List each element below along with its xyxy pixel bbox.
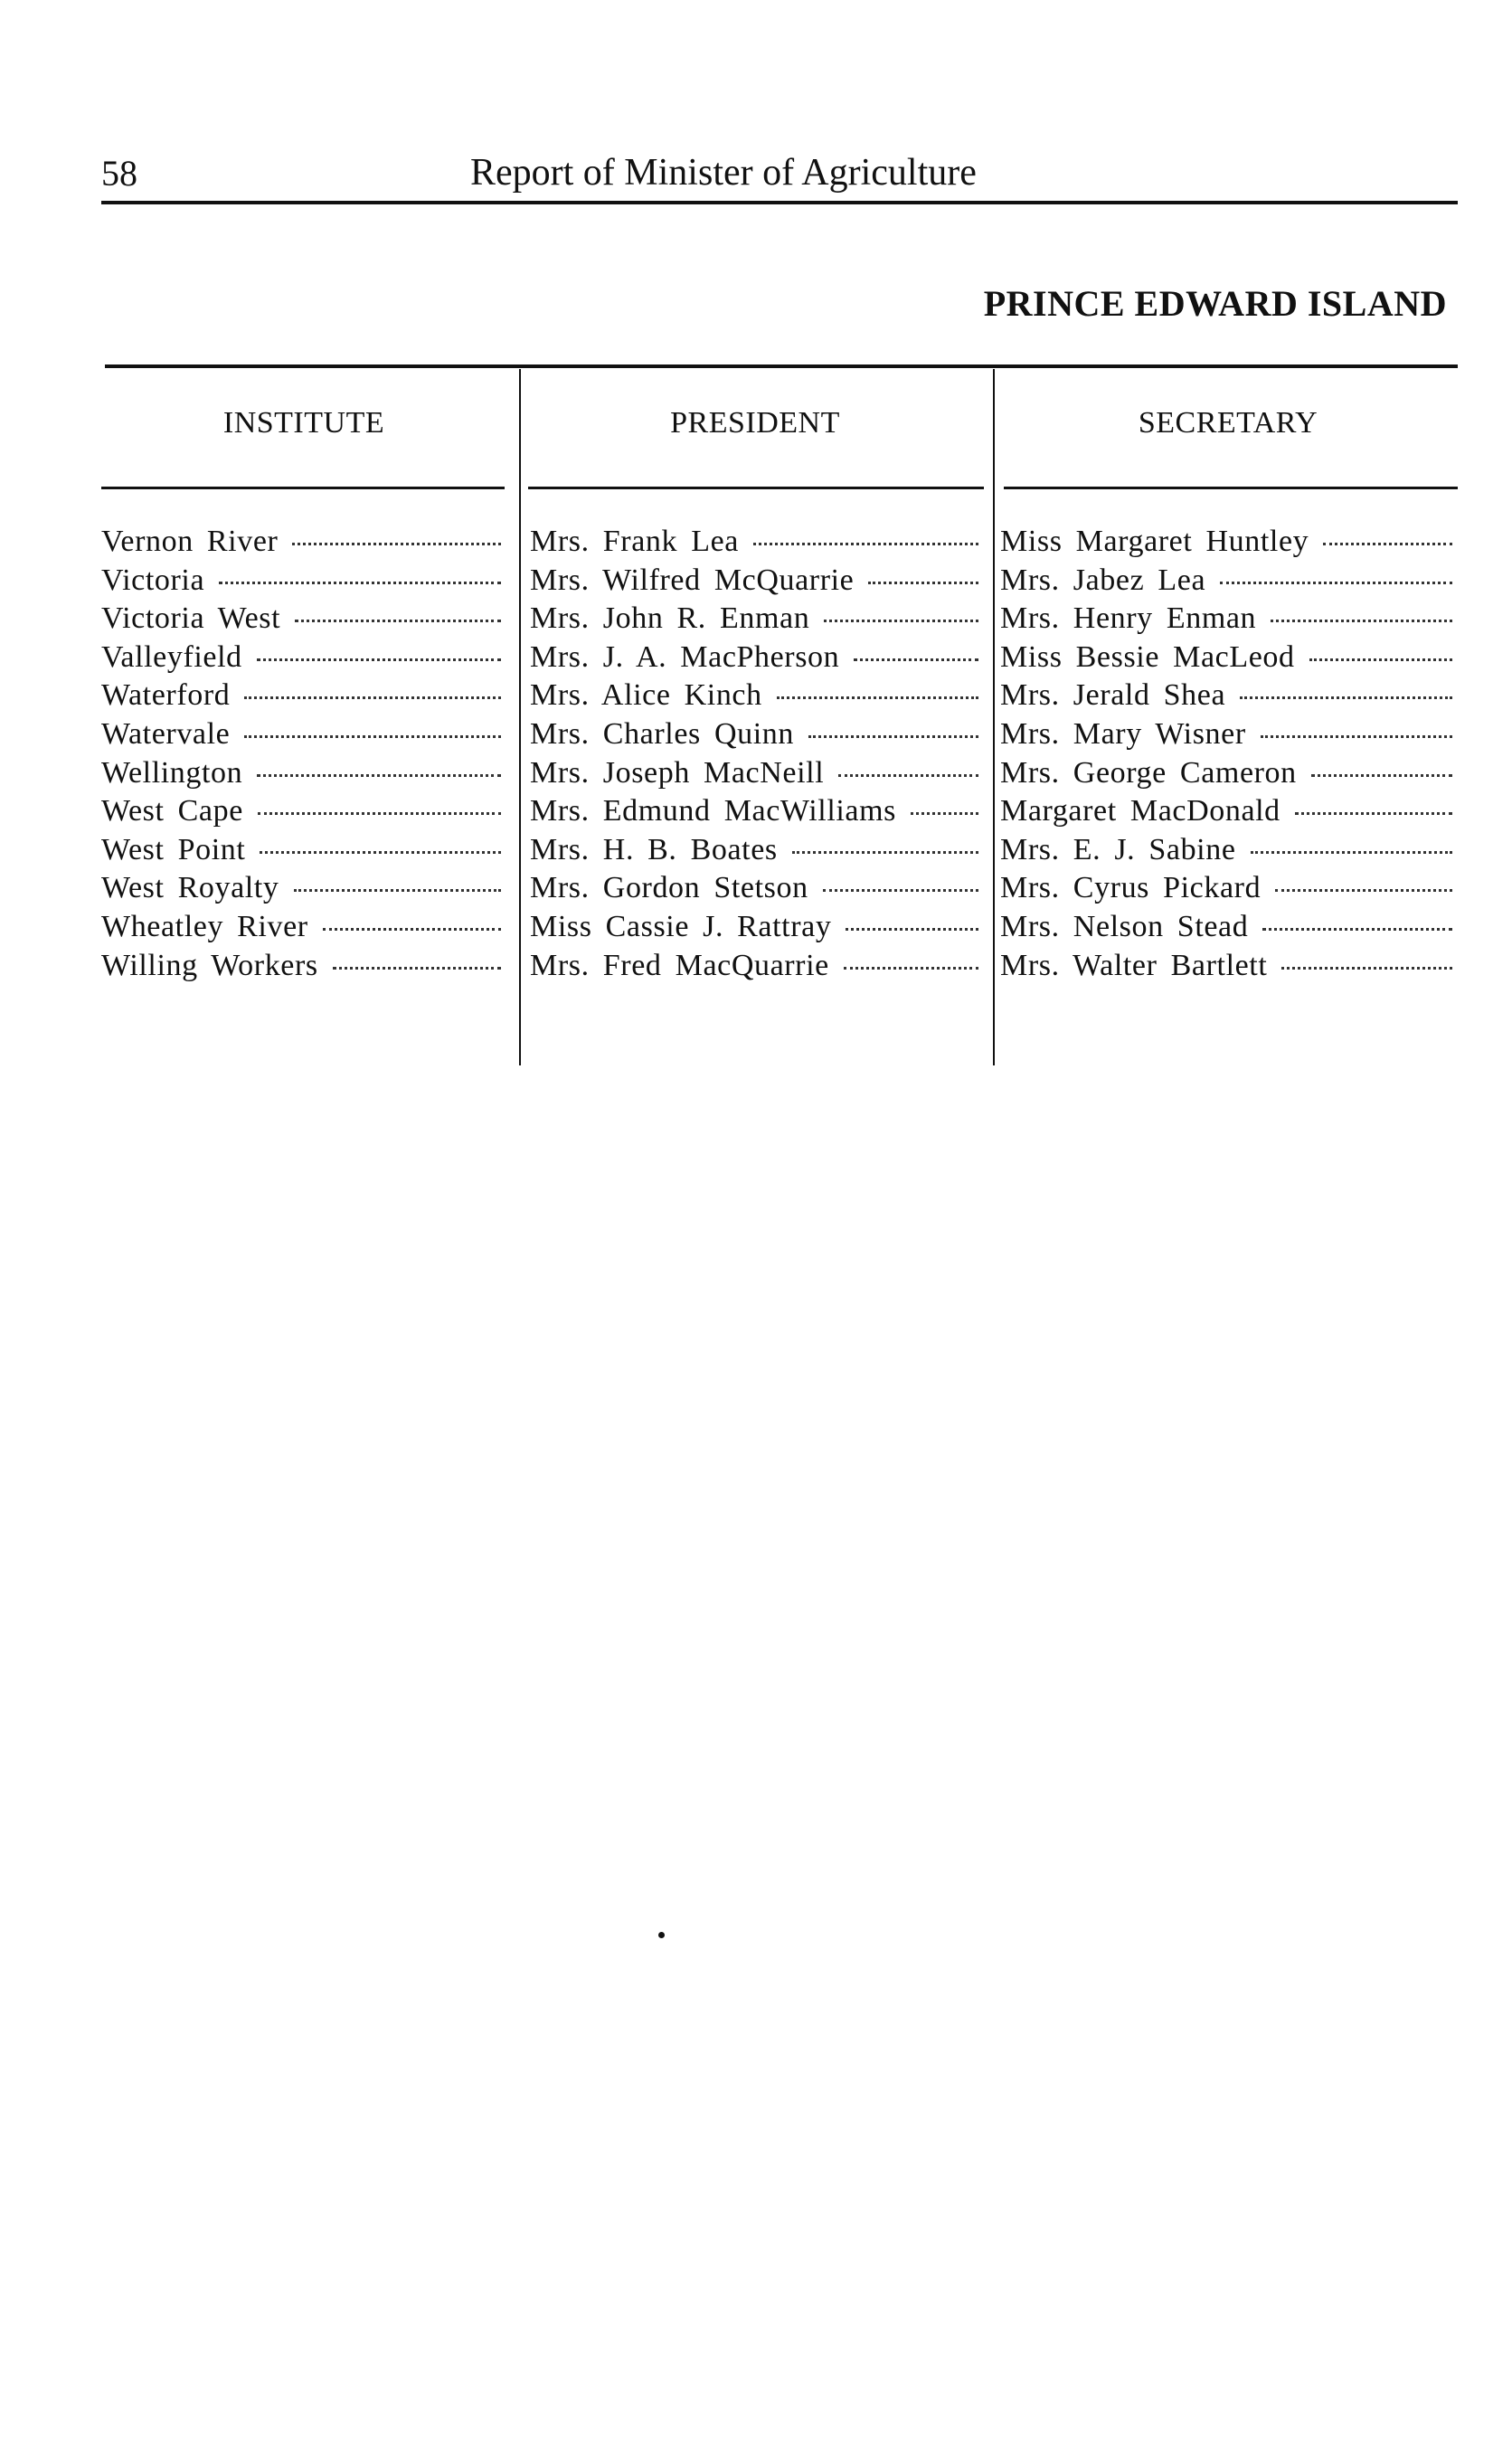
president-name: Miss Cassie J. Rattray (530, 909, 832, 943)
institute-name: Wellington (101, 755, 243, 790)
dot-leader (1323, 543, 1452, 545)
secretary-name: Mrs. George Cameron (1000, 755, 1297, 790)
president-name: Mrs. Fred MacQuarrie (530, 948, 829, 982)
cell-president (530, 523, 982, 561)
president-name: Mrs. H. B. Boates (530, 832, 778, 866)
table-row (0, 600, 1512, 639)
cell-secretary (1000, 523, 1456, 561)
cell-institute (101, 908, 505, 946)
president-name: Mrs. John R. Enman (530, 601, 810, 636)
institute-name: West Cape (101, 794, 243, 828)
cell-institute (101, 792, 505, 830)
institute-name: Willing Workers (101, 948, 318, 982)
cell-secretary (1000, 600, 1456, 638)
institute-name: Valleyfield (101, 639, 242, 674)
dot-leader (1220, 582, 1452, 584)
dot-leader (292, 543, 501, 545)
secretary-name: Miss Bessie MacLeod (1000, 639, 1295, 674)
dot-leader (792, 851, 978, 854)
cell-institute (101, 523, 505, 561)
president-name: Mrs. Charles Quinn (530, 716, 794, 751)
cell-institute (101, 677, 505, 715)
institute-name: West Point (101, 832, 246, 866)
cell-secretary (1000, 715, 1456, 753)
dot-leader (244, 735, 501, 738)
president-name: Mrs. Alice Kinch (530, 678, 762, 713)
cell-secretary (1000, 639, 1456, 677)
secretary-name: Mrs. E. J. Sabine (1000, 832, 1236, 866)
cell-institute (101, 715, 505, 753)
table-row (0, 869, 1512, 908)
dot-leader (753, 543, 978, 545)
table-body (0, 523, 1512, 985)
secretary-name: Margaret MacDonald (1000, 794, 1280, 828)
cell-president (530, 600, 982, 638)
cell-institute (101, 831, 505, 869)
cell-secretary (1000, 869, 1456, 907)
dot-leader (824, 620, 978, 622)
president-name: Mrs. J. A. MacPherson (530, 639, 840, 674)
table-row (0, 947, 1512, 986)
cell-secretary (1000, 947, 1456, 985)
president-name: Mrs. Frank Lea (530, 525, 739, 558)
dot-leader (838, 774, 978, 777)
cell-secretary (1000, 677, 1456, 715)
print-speck (658, 1932, 665, 1938)
cell-president (530, 947, 982, 985)
institute-name: West Royalty (101, 871, 279, 905)
dot-leader (777, 696, 978, 699)
table-row (0, 677, 1512, 715)
table-row (0, 831, 1512, 870)
dot-leader (1261, 735, 1452, 738)
institute-name: Victoria (101, 563, 205, 597)
dot-leader (1251, 851, 1452, 854)
cell-president (530, 831, 982, 869)
dot-leader (294, 889, 502, 892)
cell-president (530, 715, 982, 753)
secretary-name: Mrs. Henry Enman (1000, 601, 1257, 636)
cell-president (530, 562, 982, 600)
dot-leader (1262, 928, 1452, 931)
president-name: Mrs. Edmund MacWilliams (530, 794, 896, 828)
dot-leader (868, 582, 978, 584)
table-row (0, 562, 1512, 601)
table-row (0, 908, 1512, 947)
cell-secretary (1000, 754, 1456, 792)
dot-leader (323, 928, 501, 931)
table-row (0, 523, 1512, 562)
header-underline (1004, 487, 1458, 489)
secretary-name: Mrs. Walter Bartlett (1000, 948, 1268, 982)
dot-leader (257, 658, 501, 661)
cell-president (530, 639, 982, 677)
dot-leader (846, 928, 978, 931)
dot-leader (1275, 889, 1452, 892)
dot-leader (844, 967, 978, 970)
dot-leader (1295, 812, 1452, 815)
dot-leader (854, 658, 978, 661)
cell-president (530, 677, 982, 715)
institute-name: Wheatley River (101, 909, 308, 943)
cell-institute (101, 754, 505, 792)
header-underline (101, 487, 505, 489)
institute-name: Vernon River (101, 525, 279, 558)
dot-leader (295, 620, 501, 622)
cell-secretary (1000, 562, 1456, 600)
table-row (0, 792, 1512, 831)
dot-leader (911, 812, 978, 815)
cell-institute (101, 562, 505, 600)
column-header-institute: INSTITUTE (222, 406, 385, 440)
dot-leader (1309, 658, 1452, 661)
header-rule (101, 201, 1458, 204)
header-underline (528, 487, 984, 489)
cell-institute (101, 639, 505, 677)
secretary-name: Mrs. Jabez Lea (1000, 563, 1206, 597)
cell-institute (101, 600, 505, 638)
dot-leader (1281, 967, 1452, 970)
cell-president (530, 754, 982, 792)
cell-secretary (1000, 792, 1456, 830)
cell-institute (101, 947, 505, 985)
institute-name: Watervale (101, 716, 231, 751)
table-row (0, 639, 1512, 677)
dot-leader (219, 582, 501, 584)
secretary-name: Mrs. Cyrus Pickard (1000, 871, 1262, 905)
dot-leader (257, 774, 501, 777)
dot-leader (1240, 696, 1452, 699)
dot-leader (808, 735, 978, 738)
dot-leader (1271, 620, 1452, 622)
dot-leader (823, 889, 978, 892)
secretary-name: Mrs. Nelson Stead (1000, 909, 1249, 943)
dot-leader (244, 696, 501, 699)
dot-leader (333, 967, 501, 970)
page-number: 58 (101, 153, 137, 194)
cell-president (530, 869, 982, 907)
cell-secretary (1000, 908, 1456, 946)
dot-leader (1311, 774, 1452, 777)
cell-president (530, 792, 982, 830)
table-row (0, 754, 1512, 793)
section-heading: PRINCE EDWARD ISLAND (983, 283, 1447, 324)
dot-leader (260, 851, 501, 854)
running-title: Report of Minister of Agriculture (470, 152, 977, 194)
president-name: Mrs. Joseph MacNeill (530, 755, 825, 790)
institute-name: Waterford (101, 678, 231, 713)
column-header-secretary: SECRETARY (1138, 406, 1318, 440)
secretary-name: Mrs. Mary Wisner (1000, 716, 1246, 751)
cell-institute (101, 869, 505, 907)
column-header-president: PRESIDENT (670, 406, 840, 440)
table-top-rule (105, 364, 1458, 368)
secretary-name: Mrs. Jerald Shea (1000, 678, 1226, 713)
secretary-name: Miss Margaret Huntley (1000, 525, 1309, 558)
dot-leader (258, 812, 501, 815)
president-name: Mrs. Gordon Stetson (530, 871, 808, 905)
cell-secretary (1000, 831, 1456, 869)
cell-president (530, 908, 982, 946)
president-name: Mrs. Wilfred McQuarrie (530, 563, 855, 597)
table-row (0, 715, 1512, 754)
institute-name: Victoria West (101, 601, 281, 636)
